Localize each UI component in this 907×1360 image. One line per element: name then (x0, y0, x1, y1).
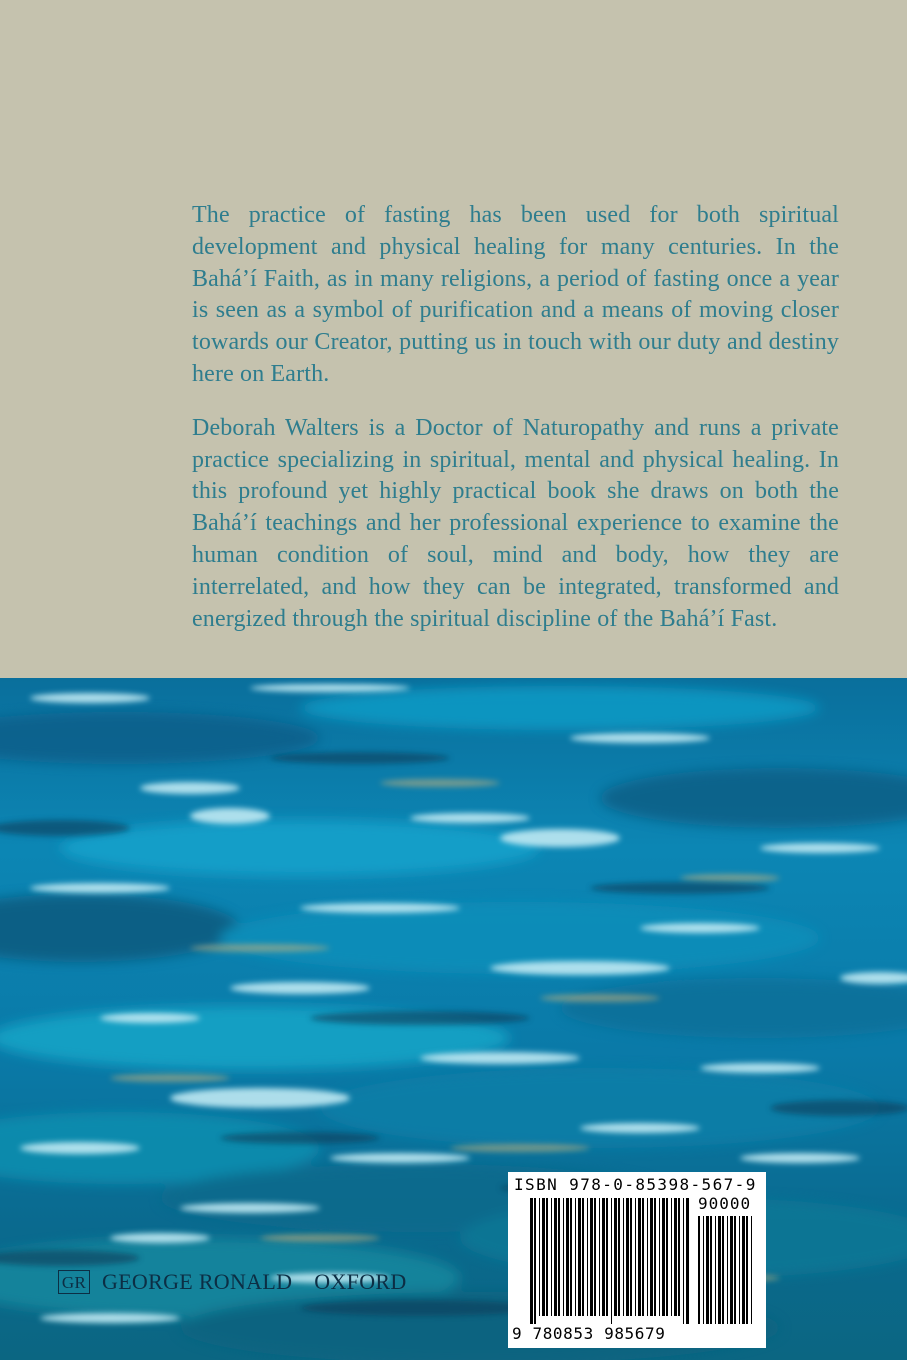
barcode-bar (742, 1216, 745, 1324)
barcode-bar (662, 1198, 665, 1316)
barcode-bar (587, 1198, 588, 1316)
barcode-bar (654, 1198, 656, 1316)
barcode-bar (551, 1198, 552, 1316)
barcode-bar (710, 1216, 712, 1324)
barcode-bar (650, 1198, 653, 1316)
barcode-bar (706, 1216, 709, 1324)
publisher-city: OXFORD (314, 1269, 407, 1294)
barcode-bar (539, 1198, 540, 1316)
barcode-bar (618, 1198, 620, 1316)
barcode-bar (686, 1198, 689, 1324)
barcode-bar (606, 1198, 608, 1316)
back-cover-blurb (192, 200, 839, 657)
barcode-bar (546, 1198, 548, 1316)
barcode-bar (542, 1198, 545, 1316)
barcode-bar (558, 1198, 560, 1316)
barcode-bar (582, 1198, 584, 1316)
barcode-bar (683, 1198, 684, 1324)
ean-barcode-bars (530, 1198, 690, 1324)
addon-barcode-bars (698, 1216, 754, 1324)
barcode-bar (611, 1198, 612, 1324)
publisher-imprint (58, 1268, 407, 1296)
barcode-bar (594, 1198, 596, 1316)
barcode-bar (530, 1198, 533, 1324)
barcode-bar (718, 1216, 721, 1324)
publisher-name: GEORGE RONALD (102, 1269, 293, 1294)
barcode-bar (626, 1198, 629, 1316)
isbn-text: ISBN 978-0-85398-567-9 (514, 1175, 757, 1194)
barcode-bar (647, 1198, 648, 1316)
barcode-bar (734, 1216, 736, 1324)
barcode-bar (703, 1216, 704, 1324)
barcode-bar (642, 1198, 644, 1316)
barcode-bar (614, 1198, 617, 1316)
barcode-bar (638, 1198, 641, 1316)
barcode-bar (746, 1216, 748, 1324)
barcode-bar (599, 1198, 600, 1316)
water-ripples-image (0, 678, 907, 1360)
barcode-bar (602, 1198, 605, 1316)
barcode-bar (730, 1216, 733, 1324)
barcode-bar (659, 1198, 660, 1316)
barcode-bar (570, 1198, 572, 1316)
barcode-bar (630, 1198, 632, 1316)
barcode-bar (563, 1198, 564, 1316)
barcode-bar (674, 1198, 677, 1316)
barcode-bar (566, 1198, 569, 1316)
barcode-bar (722, 1216, 724, 1324)
water-photo (0, 678, 907, 1360)
barcode-bar (751, 1216, 752, 1324)
barcode-bar (671, 1198, 672, 1316)
barcode-bar (578, 1198, 581, 1316)
barcode-bar (678, 1198, 680, 1316)
barcode-bar (698, 1216, 700, 1324)
barcode-bar (739, 1216, 740, 1324)
barcode-bar (635, 1198, 636, 1316)
blurb-paragraph-1: The practice of fasting has been used for both spiritual development and physical healing for many centuries. In the Bahá’í Faith, as in many religions, a period of fasting once a year is seen as a symbol of purification and a means of moving closer towards our Creator, putting us in touch with our duty and destiny here on Earth. (192, 202, 839, 387)
barcode-bar (623, 1198, 624, 1316)
barcode-bar (666, 1198, 668, 1316)
barcode-bar (727, 1216, 728, 1324)
ean-digits: 9 780853 985679 (512, 1324, 666, 1343)
price-code: 90000 (698, 1194, 752, 1213)
isbn-barcode (508, 1172, 766, 1348)
blurb-paragraph-2: Deborah Walters is a Doctor of Naturopathy and runs a private practice specializing in spiritual, mental and physical healing. In this profound yet highly practical book she draws on both the Bahá’í teachings and her professional experience to examine the human condition of soul, mind and body, how they are interrelated, and how they can be integrated, transformed and energized through the spiritual discipline of the Bahá’í Fast. (192, 414, 839, 632)
barcode-bar (715, 1216, 716, 1324)
barcode-bar (554, 1198, 557, 1316)
barcode-bar (534, 1198, 536, 1324)
publisher-logo: GR (58, 1270, 90, 1294)
barcode-bar (575, 1198, 576, 1316)
back-cover-top-panel (0, 0, 907, 678)
barcode-bar (590, 1198, 593, 1316)
